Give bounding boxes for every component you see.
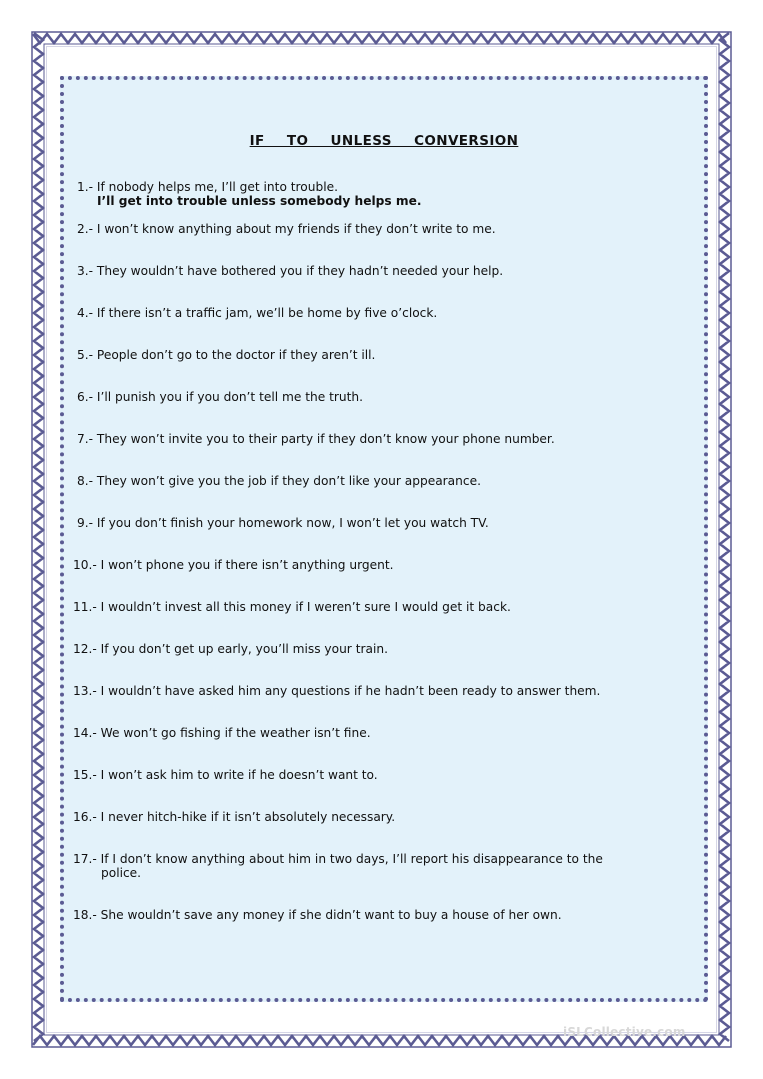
list-item — [77, 264, 503, 278]
list-item — [77, 432, 555, 446]
item-text: People don’t go to the doctor if they aren’t ill. — [96, 348, 376, 362]
item-text: If nobody helps me, I’ll get into trouble. — [96, 180, 338, 194]
list-item — [73, 558, 394, 572]
list-item — [73, 600, 511, 614]
item-number: 7.- — [77, 432, 94, 446]
item-number: 10.- — [73, 558, 97, 572]
example-answer: I’ll get into trouble unless somebody helps me. — [97, 194, 422, 208]
list-item — [77, 180, 338, 194]
item-number: 6.- — [77, 390, 94, 404]
item-text: They won’t give you the job if they don’t like your appearance. — [96, 474, 481, 488]
list-item — [73, 726, 371, 740]
item-text: I won’t ask him to write if he doesn’t want to. — [100, 768, 378, 782]
item-text-continued: police. — [101, 866, 142, 880]
item-text: I never hitch-hike if it isn’t absolutely necessary. — [100, 810, 396, 824]
item-text: If there isn’t a traffic jam, we’ll be home by five o’clock. — [96, 306, 438, 320]
item-number: 13.- — [73, 684, 97, 698]
item-number: 12.- — [73, 642, 97, 656]
item-text: I’ll punish you if you don’t tell me the truth. — [96, 390, 364, 404]
item-text: If you don’t get up early, you’ll miss your train. — [100, 642, 388, 656]
item-text: I won’t know anything about my friends if they don’t write to me. — [96, 222, 496, 236]
item-text: I won’t phone you if there isn’t anything urgent. — [100, 558, 394, 572]
list-item — [77, 474, 481, 488]
list-item — [73, 684, 600, 698]
item-number: 2.- — [77, 222, 94, 236]
item-number: 8.- — [77, 474, 94, 488]
item-number: 9.- — [77, 516, 94, 530]
worksheet-title: IF TO UNLESS CONVERSION — [249, 133, 519, 149]
item-text: I wouldn’t have asked him any questions if he hadn’t been ready to answer them. — [100, 684, 601, 698]
item-number: 18.- — [73, 908, 97, 922]
item-number: 15.- — [73, 768, 97, 782]
item-number: 16.- — [73, 810, 97, 824]
item-number: 17.- — [73, 852, 97, 866]
watermark: iSLCollective.com — [563, 1025, 686, 1039]
list-item — [77, 306, 437, 320]
list-item — [73, 908, 562, 922]
item-number: 1.- — [77, 180, 94, 194]
list-item — [77, 222, 496, 236]
item-text: They won’t invite you to their party if they don’t know your phone number. — [96, 432, 555, 446]
item-number: 3.- — [77, 264, 94, 278]
item-text: If you don’t finish your homework now, I won’t let you watch TV. — [96, 516, 489, 530]
item-text: She wouldn’t save any money if she didn’t want to buy a house of her own. — [100, 908, 562, 922]
list-item — [73, 642, 388, 656]
item-text: We won’t go fishing if the weather isn’t fine. — [100, 726, 371, 740]
item-text: I wouldn’t invest all this money if I weren’t sure I would get it back. — [100, 600, 511, 614]
item-text: If I don’t know anything about him in two days, I’ll report his disappearance to the — [100, 852, 603, 866]
item-text: They wouldn’t have bothered you if they hadn’t needed your help. — [96, 264, 504, 278]
list-item — [77, 348, 375, 362]
list-item — [73, 768, 378, 782]
item-number: 5.- — [77, 348, 94, 362]
exercise-list — [64, 80, 704, 998]
worksheet-panel — [60, 76, 708, 1002]
list-item — [73, 852, 603, 880]
list-item — [77, 516, 489, 530]
item-number: 11.- — [73, 600, 97, 614]
item-number: 14.- — [73, 726, 97, 740]
item-number: 4.- — [77, 306, 94, 320]
list-item — [77, 390, 363, 404]
list-item — [73, 810, 395, 824]
